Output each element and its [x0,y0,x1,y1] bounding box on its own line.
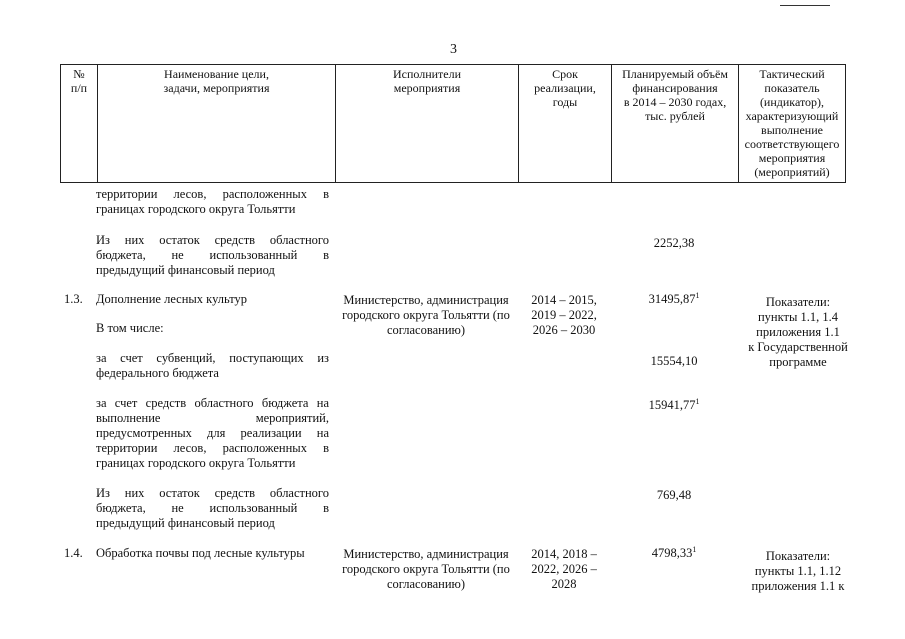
page-number: 3 [450,42,457,57]
header-period: Срок реализации, годы [519,65,612,183]
residual-text-2: Из них остаток средств областного бюджета, не использованный в предыдущий финансовый период [96,486,329,530]
federal-text: за счет субвенций, поступающих из федерального бюджета [96,351,329,380]
row-amount-1-4: 4798,33$^1$ [651,544,697,560]
including-label: В том числе: [96,321,164,335]
row-name-1-3: Дополнение лесных культур [96,292,248,306]
row-indicator-1-4: Показатели: пункты 1.1, 1.12 приложения 1.1 к [751,549,845,593]
top-rule [780,5,830,6]
federal-amount: 15554,10 [650,354,698,368]
row-name-1-4: Обработка почвы под лесные культуры [96,546,305,560]
residual-amount-2: 769,48 [656,488,692,502]
header-name: Наименование цели, задачи, мероприятия [98,65,336,183]
row-amount-1-3: 31495,87$^1$ [648,290,700,306]
row-period-1-4: 2014, 2018 – 2022, 2026 – 2028 [531,547,597,591]
table-header [60,64,846,183]
header-executors: Исполнители мероприятия [336,65,519,183]
regional-amount: 15941,77$^1$ [648,396,700,412]
header-number: № п/п [61,65,98,183]
header-row [61,65,846,183]
header-indicator: Тактический показатель (индикатор), характеризующий выполнение соответствующего мероприятия (мероприятий) [739,65,846,183]
row-number-1-4: 1.4. [64,546,83,560]
header-financing: Планируемый объём финансирования в 2014 – 2030 годах, тыс. рублей [612,65,739,183]
row-period-1-3: 2014 – 2015, 2019 – 2022, 2026 – 2030 [531,293,597,337]
continued-text: территории лесов, расположенных в границах городского округа Тольятти [96,187,329,216]
residual-amount-1: 2252,38 [653,236,695,250]
row-executors-1-4: Министерство, администрация городского округа Тольятти (по согласованию) [342,547,510,591]
residual-text-1: Из них остаток средств областного бюджета, не использованный в предыдущий финансовый период [96,233,329,277]
row-number-1-3: 1.3. [64,292,83,306]
row-indicator-1-3: Показатели: пункты 1.1, 1.4 приложения 1.1 к Государственной программе [748,295,848,369]
regional-text: за счет средств областного бюджета на выполнение мероприятий, предусмотренных для реализации на территории лесов, расположенных в границах городского округа Тольятти [96,396,329,470]
row-executors-1-3: Министерство, администрация городского округа Тольятти (по согласованию) [342,293,510,337]
